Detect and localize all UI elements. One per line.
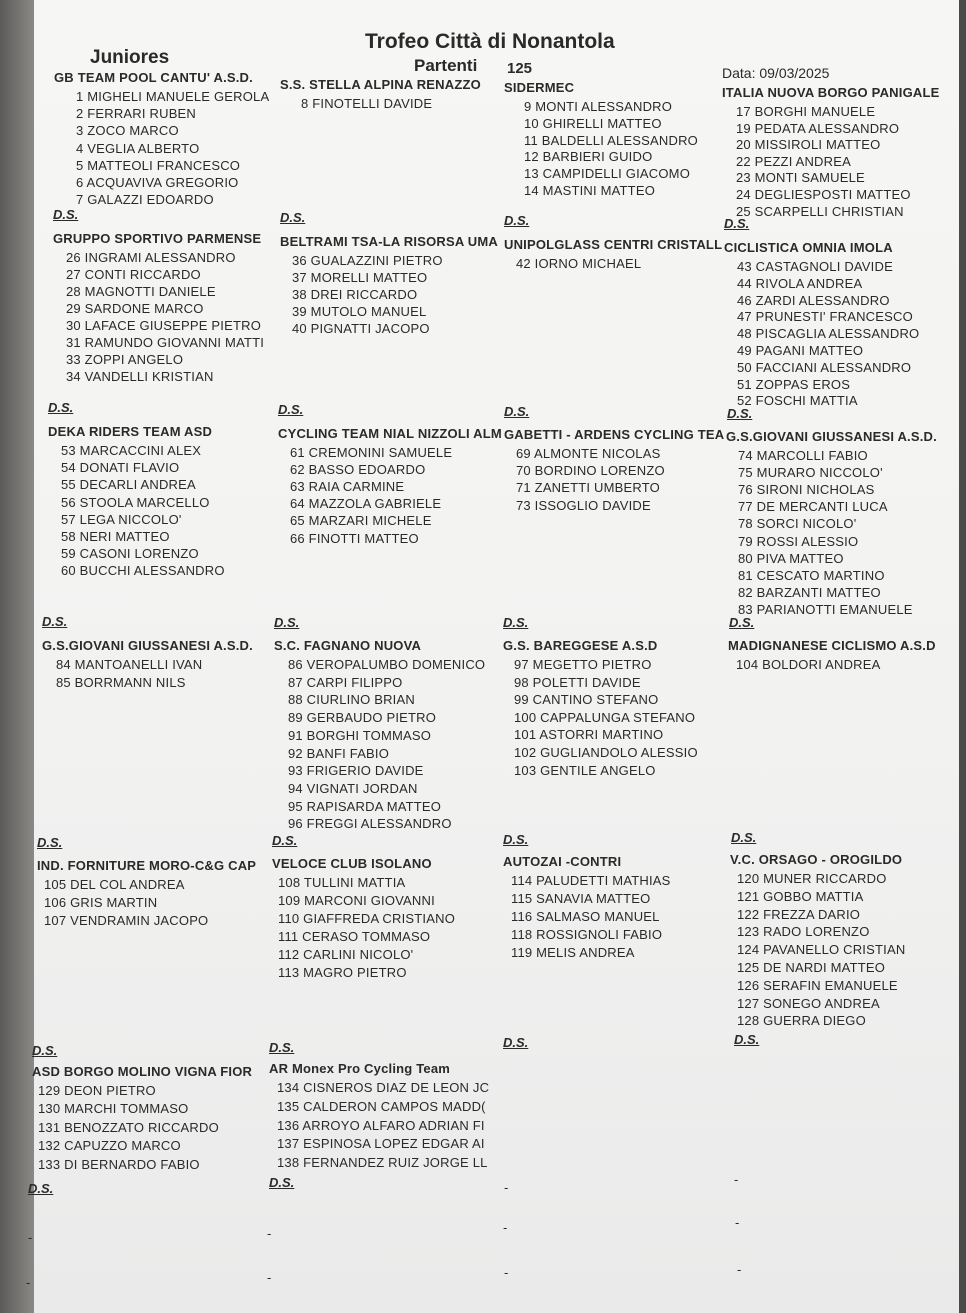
rider-entry: 102 GUGLIANDOLO ALESSIO xyxy=(514,745,698,760)
team-name: ASD BORGO MOLINO VIGNA FIOR xyxy=(32,1064,253,1079)
rider-entry: 65 MARZARI MICHELE xyxy=(290,513,432,529)
team-name: VELOCE CLUB ISOLANO xyxy=(272,856,432,871)
ds-label: D.S. xyxy=(42,614,68,629)
rider-entry: 88 CIURLINO BRIAN xyxy=(288,692,415,708)
rider-entry: 26 INGRAMI ALESSANDRO xyxy=(66,250,236,265)
rider-entry: 129 DEON PIETRO xyxy=(38,1083,156,1098)
ds-label: D.S. xyxy=(504,404,530,419)
rider-entry: 74 MARCOLLI FABIO xyxy=(738,448,868,463)
starters-count: 125 xyxy=(507,60,533,77)
rider-entry: 56 STOOLA MARCELLO xyxy=(61,494,210,510)
rider-entry: 4 VEGLIA ALBERTO xyxy=(76,140,200,156)
rider-entry: 109 MARCONI GIOVANNI xyxy=(278,893,435,908)
rider-entry: 97 MEGETTO PIETRO xyxy=(514,657,652,672)
rider-entry: 28 MAGNOTTI DANIELE xyxy=(66,284,216,299)
rider-entry: 54 DONATI FLAVIO xyxy=(61,460,180,476)
rider-entry: 61 CREMONINI SAMUELE xyxy=(290,445,453,460)
team-name: DEKA RIDERS TEAM ASD xyxy=(48,424,213,439)
team-name: G.S.GIOVANI GIUSSANESI A.S.D. xyxy=(726,429,937,444)
rider-entry: 48 PISCAGLIA ALESSANDRO xyxy=(737,326,920,342)
rider-entry: 43 CASTAGNOLI DAVIDE xyxy=(737,259,893,274)
rider-entry: 105 DEL COL ANDREA xyxy=(44,877,185,892)
rider-entry: 131 BENOZZATO RICCARDO xyxy=(38,1119,219,1135)
ds-label: D.S. xyxy=(734,1032,760,1047)
rider-entry: 29 SARDONE MARCO xyxy=(66,301,204,316)
rider-entry: 36 GUALAZZINI PIETRO xyxy=(292,253,443,268)
rider-entry: 25 SCARPELLI CHRISTIAN xyxy=(736,203,904,219)
category-label: Juniores xyxy=(90,47,170,68)
rider-entry: 83 PARIANOTTI EMANUELE xyxy=(738,601,913,617)
rider-entry: 125 DE NARDI MATTEO xyxy=(737,960,886,975)
rider-entry: 116 SALMASO MANUEL xyxy=(511,909,660,925)
rider-entry: 57 LEGA NICCOLO' xyxy=(61,511,182,527)
rider-entry: 94 VIGNATI JORDAN xyxy=(288,780,418,796)
team-name: AUTOZAI -CONTRI xyxy=(503,854,622,869)
rider-entry: 85 BORRMANN NILS xyxy=(56,674,186,690)
rider-entry: 19 PEDATA ALESSANDRO xyxy=(736,120,900,136)
blank-dash: - xyxy=(267,1226,272,1241)
rider-entry: 128 GUERRA DIEGO xyxy=(737,1013,866,1029)
rider-entry: 40 PIGNATTI JACOPO xyxy=(292,321,430,336)
ds-label: D.S. xyxy=(727,406,753,421)
rider-entry: 84 MANTOANELLI IVAN xyxy=(56,657,203,672)
rider-entry: 49 PAGANI MATTEO xyxy=(737,343,864,358)
blank-dash: - xyxy=(504,1180,509,1195)
rider-entry: 5 MATTEOLI FRANCESCO xyxy=(76,157,241,173)
start-list-sheet xyxy=(26,0,959,1313)
rider-entry: 115 SANAVIA MATTEO xyxy=(511,891,651,907)
rider-entry: 51 ZOPPAS EROS xyxy=(737,376,851,392)
rider-entry: 96 FREGGI ALESSANDRO xyxy=(288,816,452,832)
ds-label: D.S. xyxy=(269,1175,295,1190)
rider-entry: 106 GRIS MARTIN xyxy=(44,895,158,910)
rider-entry: 124 PAVANELLO CRISTIAN xyxy=(737,942,906,958)
rider-entry: 53 MARCACCINI ALEX xyxy=(61,443,202,458)
ds-label: D.S. xyxy=(28,1181,54,1196)
team-name: GABETTI - ARDENS CYCLING TEA xyxy=(504,427,725,442)
team-name: GB TEAM POOL CANTU' A.S.D. xyxy=(54,70,253,85)
rider-entry: 6 ACQUAVIVA GREGORIO xyxy=(76,175,239,190)
ds-label: D.S. xyxy=(280,210,306,225)
rider-entry: 126 SERAFIN EMANUELE xyxy=(737,977,898,993)
rider-entry: 79 ROSSI ALESSIO xyxy=(738,533,859,549)
team-name: AR Monex Pro Cycling Team xyxy=(269,1061,451,1076)
ds-label: D.S. xyxy=(53,207,79,222)
rider-entry: 34 VANDELLI KRISTIAN xyxy=(66,369,214,384)
team-name: BELTRAMI TSA-LA RISORSA UMA xyxy=(280,234,498,249)
team-name: S.C. FAGNANO NUOVA xyxy=(274,638,422,653)
rider-entry: 33 ZOPPI ANGELO xyxy=(66,352,184,367)
rider-entry: 98 POLETTI DAVIDE xyxy=(514,674,641,690)
rider-entry: 107 VENDRAMIN JACOPO xyxy=(44,913,209,928)
rider-entry: 10 GHIRELLI MATTEO xyxy=(524,115,662,131)
rider-entry: 31 RAMUNDO GIOVANNI MATTI xyxy=(66,335,265,350)
rider-entry: 69 ALMONTE NICOLAS xyxy=(516,446,661,461)
rider-entry: 24 DEGLIESPOSTI MATTEO xyxy=(736,187,911,202)
blank-dash: - xyxy=(735,1215,740,1230)
team-name: UNIPOLGLASS CENTRI CRISTALL xyxy=(504,237,723,252)
ds-label: D.S. xyxy=(278,402,304,417)
rider-entry: 2 FERRARI RUBEN xyxy=(76,106,197,122)
rider-entry: 95 RAPISARDA MATTEO xyxy=(288,798,442,814)
rider-entry: 91 BORGHI TOMMASO xyxy=(288,727,432,743)
table-surface-right xyxy=(959,0,966,1313)
blank-dash: - xyxy=(267,1270,272,1285)
rider-entry: 86 VEROPALUMBO DOMENICO xyxy=(288,657,486,672)
rider-entry: 23 MONTI SAMUELE xyxy=(736,170,865,186)
rider-entry: 70 BORDINO LORENZO xyxy=(516,463,665,479)
team-name: V.C. ORSAGO - OROGILDO xyxy=(730,852,903,867)
rider-entry: 7 GALAZZI EDOARDO xyxy=(76,192,214,208)
team-name: MADIGNANESE CICLISMO A.S.D xyxy=(728,638,936,653)
rider-entry: 134 CISNEROS DIAZ DE LEON JC xyxy=(277,1080,490,1095)
rider-entry: 59 CASONI LORENZO xyxy=(61,546,199,562)
team-name: SIDERMEC xyxy=(504,80,575,95)
rider-entry: 20 MISSIROLI MATTEO xyxy=(736,137,881,153)
rider-entry: 22 PEZZI ANDREA xyxy=(736,153,851,169)
rider-entry: 39 MUTOLO MANUEL xyxy=(292,304,427,319)
rider-entry: 121 GOBBO MATTIA xyxy=(737,888,864,904)
rider-entry: 55 DECARLI ANDREA xyxy=(61,477,196,493)
rider-entry: 64 MAZZOLA GABRIELE xyxy=(290,496,442,512)
rider-entry: 81 CESCATO MARTINO xyxy=(738,567,885,583)
rider-entry: 130 MARCHI TOMMASO xyxy=(38,1101,189,1117)
race-date: Data: 09/03/2025 xyxy=(722,65,830,81)
rider-entry: 78 SORCI NICOLO' xyxy=(738,516,857,532)
ds-label: D.S. xyxy=(37,835,63,850)
rider-entry: 101 ASTORRI MARTINO xyxy=(514,727,664,743)
rider-entry: 103 GENTILE ANGELO xyxy=(514,762,656,778)
starters-label: Partenti xyxy=(414,56,478,75)
rider-entry: 9 MONTI ALESSANDRO xyxy=(524,99,673,114)
rider-entry: 62 BASSO EDOARDO xyxy=(290,462,426,478)
rider-entry: 42 IORNO MICHAEL xyxy=(516,256,642,271)
rider-entry: 137 ESPINOSA LOPEZ EDGAR AI xyxy=(277,1136,485,1152)
rider-entry: 77 DE MERCANTI LUCA xyxy=(738,499,888,515)
rider-entry: 133 DI BERNARDO FABIO xyxy=(38,1156,200,1172)
rider-entry: 71 ZANETTI UMBERTO xyxy=(516,480,660,496)
rider-entry: 87 CARPI FILIPPO xyxy=(288,674,403,690)
rider-entry: 46 ZARDI ALESSANDRO xyxy=(737,292,890,308)
rider-entry: 38 DREI RICCARDO xyxy=(292,287,418,302)
rider-entry: 135 CALDERON CAMPOS MADD( xyxy=(277,1098,486,1114)
rider-entry: 73 ISSOGLIO DAVIDE xyxy=(516,497,651,513)
rider-entry: 30 LAFACE GIUSEPPE PIETRO xyxy=(66,318,262,333)
rider-entry: 8 FINOTELLI DAVIDE xyxy=(301,96,433,111)
rider-entry: 60 BUCCHI ALESSANDRO xyxy=(61,563,225,579)
blank-dash: - xyxy=(28,1230,33,1245)
rider-entry: 113 MAGRO PIETRO xyxy=(278,965,407,980)
ds-label: D.S. xyxy=(269,1040,295,1055)
rider-entry: 99 CANTINO STEFANO xyxy=(514,692,659,708)
team-name: CYCLING TEAM NIAL NIZZOLI ALM xyxy=(278,426,502,441)
rider-entry: 76 SIRONI NICHOLAS xyxy=(738,482,875,498)
ds-label: D.S. xyxy=(724,216,750,231)
rider-entry: 37 MORELLI MATTEO xyxy=(292,270,428,285)
ds-label: D.S. xyxy=(503,1035,529,1050)
rider-entry: 14 MASTINI MATTEO xyxy=(524,183,656,198)
rider-entry: 3 ZOCO MARCO xyxy=(76,123,179,139)
rider-entry: 12 BARBIERI GUIDO xyxy=(524,149,653,165)
rider-entry: 11 BALDELLI ALESSANDRO xyxy=(524,132,698,148)
rider-entry: 50 FACCIANI ALESSANDRO xyxy=(737,359,912,375)
blank-dash: - xyxy=(504,1265,509,1280)
ds-label: D.S. xyxy=(729,615,755,630)
rider-entry: 112 CARLINI NICOLO' xyxy=(278,947,414,962)
rider-entry: 100 CAPPALUNGA STEFANO xyxy=(514,709,696,725)
rider-entry: 82 BARZANTI MATTEO xyxy=(738,584,881,600)
rider-entry: 1 MIGHELI MANUELE GEROLA xyxy=(76,89,270,104)
rider-entry: 17 BORGHI MANUELE xyxy=(736,104,876,119)
rider-entry: 66 FINOTTI MATTEO xyxy=(290,530,419,546)
rider-entry: 27 CONTI RICCARDO xyxy=(66,267,201,282)
ds-label: D.S. xyxy=(272,833,298,848)
blank-dash: - xyxy=(734,1172,739,1187)
ds-label: D.S. xyxy=(731,830,757,845)
rider-entry: 58 NERI MATTEO xyxy=(61,529,170,544)
rider-entry: 111 CERASO TOMMASO xyxy=(278,929,431,944)
blank-dash: - xyxy=(503,1220,508,1235)
rider-entry: 118 ROSSIGNOLI FABIO xyxy=(511,927,663,943)
team-name: CICLISTICA OMNIA IMOLA xyxy=(724,240,893,255)
rider-entry: 114 PALUDETTI MATHIAS xyxy=(511,873,671,888)
rider-entry: 110 GIAFFREDA CRISTIANO xyxy=(278,911,456,926)
rider-entry: 138 FERNANDEZ RUIZ JORGE LL xyxy=(277,1155,488,1171)
rider-entry: 47 PRUNESTI' FRANCESCO xyxy=(737,309,913,325)
ds-label: D.S. xyxy=(48,400,74,415)
rider-entry: 104 BOLDORI ANDREA xyxy=(736,657,881,672)
rider-entry: 127 SONEGO ANDREA xyxy=(737,995,880,1011)
team-name: IND. FORNITURE MORO-C&G CAP xyxy=(37,858,257,873)
rider-entry: 108 TULLINI MATTIA xyxy=(278,875,406,890)
rider-entry: 123 RADO LORENZO xyxy=(737,924,870,940)
ds-label: D.S. xyxy=(503,615,529,630)
rider-entry: 75 MURARO NICCOLO' xyxy=(738,465,883,481)
rider-entry: 122 FREZZA DARIO xyxy=(737,906,861,922)
table-surface-left xyxy=(0,0,34,1313)
rider-entry: 132 CAPUZZO MARCO xyxy=(38,1138,181,1154)
team-name: G.S. BAREGGESE A.S.D xyxy=(503,638,658,653)
ds-label: D.S. xyxy=(274,615,300,630)
rider-entry: 44 RIVOLA ANDREA xyxy=(737,275,863,291)
team-name: GRUPPO SPORTIVO PARMENSE xyxy=(53,231,262,246)
ds-label: D.S. xyxy=(504,213,530,228)
page-title: Trofeo Città di Nonantola xyxy=(365,30,615,53)
rider-entry: 93 FRIGERIO DAVIDE xyxy=(288,763,424,779)
ds-label: D.S. xyxy=(32,1043,58,1058)
ds-label: D.S. xyxy=(503,832,529,847)
blank-dash: - xyxy=(737,1262,742,1277)
rider-entry: 52 FOSCHI MATTIA xyxy=(737,393,858,409)
team-name: G.S.GIOVANI GIUSSANESI A.S.D. xyxy=(42,638,253,653)
rider-entry: 63 RAIA CARMINE xyxy=(290,479,405,495)
rider-entry: 119 MELIS ANDREA xyxy=(511,945,635,961)
rider-entry: 80 PIVA MATTEO xyxy=(738,550,844,566)
blank-dash: - xyxy=(26,1275,31,1290)
rider-entry: 13 CAMPIDELLI GIACOMO xyxy=(524,166,691,182)
rider-entry: 89 GERBAUDO PIETRO xyxy=(288,710,437,726)
team-name: S.S. STELLA ALPINA RENAZZO xyxy=(280,77,481,92)
rider-entry: 92 BANFI FABIO xyxy=(288,745,390,761)
rider-entry: 136 ARROYO ALFARO ADRIAN FI xyxy=(277,1117,485,1133)
team-name: ITALIA NUOVA BORGO PANIGALE xyxy=(722,85,940,100)
rider-entry: 120 MUNER RICCARDO xyxy=(737,871,887,886)
